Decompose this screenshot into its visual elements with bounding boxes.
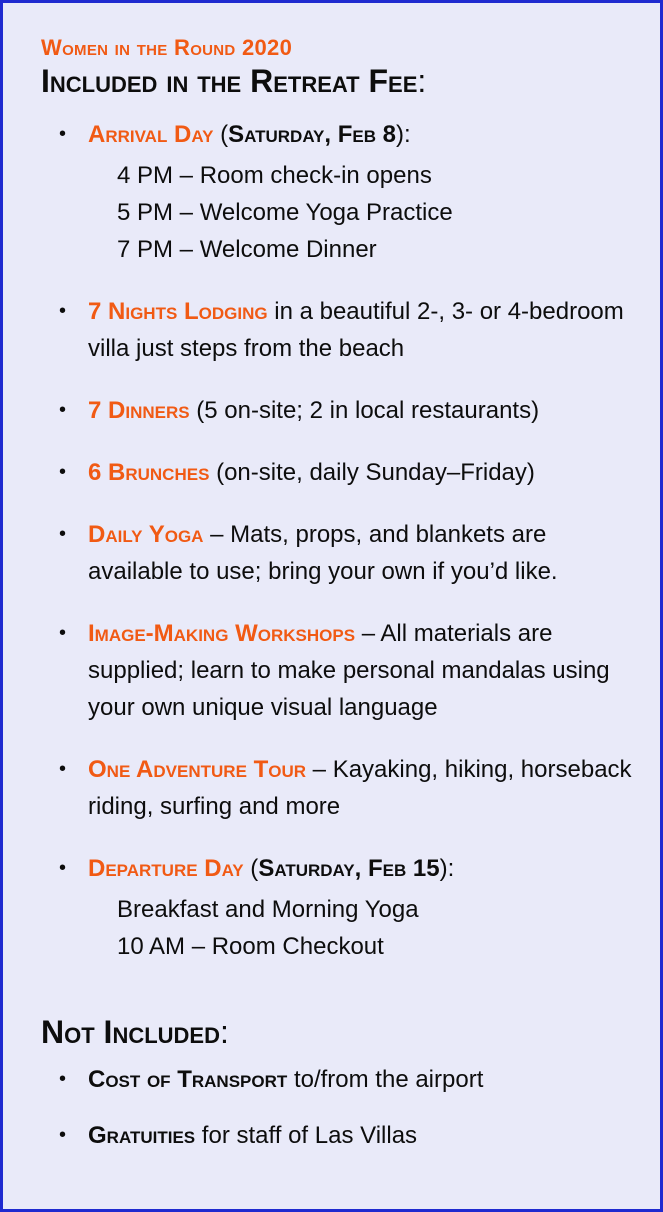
not-included-list [41,1061,641,1154]
bullet-icon: • [59,622,67,644]
not-included-heading-text: Not Included [41,1014,220,1050]
item-lead: Departure Day [88,855,244,882]
included-heading-text: Included in the Retreat Fee [41,63,418,99]
list-item-lodging [41,293,641,367]
item-lead: Cost of Transport [88,1066,288,1093]
item-paren-close: ): [439,855,455,882]
item-date: Saturday, Feb 8 [228,121,396,148]
item-text: to/from the airport [287,1066,484,1093]
item-lead: 7 Nights Lodging [88,298,268,325]
bullet-icon: • [59,1068,67,1090]
bullet-icon: • [59,399,67,421]
item-paren-close: ): [396,121,411,148]
arrival-schedule [88,157,641,268]
list-item-gratuities [41,1117,641,1154]
bullet-icon: • [59,857,67,879]
schedule-line: 10 AM – Room Checkout [117,933,384,960]
item-paren-open: ( [213,121,229,148]
item-text: for staff of Las Villas [195,1122,418,1149]
bullet-icon: • [59,461,67,483]
event-title: Women in the Round 2020 [41,35,293,60]
included-heading-colon: : [417,63,427,99]
bullet-icon: • [59,523,67,545]
not-included-heading-colon: : [220,1014,229,1050]
departure-schedule [88,891,641,965]
list-item-dinners [41,392,641,429]
schedule-line: 7 PM – Welcome Dinner [117,236,377,263]
list-item-arrival [41,116,641,268]
item-paren-open: ( [243,855,259,882]
bullet-icon: • [59,758,67,780]
bullet-icon: • [59,300,67,322]
item-lead: 7 Dinners [88,397,190,424]
not-included-heading [41,1013,641,1051]
item-lead: Arrival Day [88,121,214,148]
item-text: (on-site, daily Sunday–Friday) [209,459,535,486]
item-lead: One Adventure Tour [88,756,307,783]
list-item-departure [41,850,641,965]
item-lead: 6 Brunches [88,459,210,486]
item-lead: Gratuities [88,1122,196,1149]
item-lead: Image-Making Workshops [88,620,356,647]
flyer-content [41,35,641,1154]
list-item-brunches [41,454,641,491]
schedule-line: Breakfast and Morning Yoga [117,896,419,923]
list-item-transport [41,1061,641,1098]
item-lead: Daily Yoga [88,521,204,548]
list-item-adventure [41,751,641,825]
item-text: – All materials are supplied; learn to make personal mandalas using your own unique visual language [88,620,610,721]
item-text: (5 on-site; 2 in local restaurants) [189,397,540,424]
schedule-line: 5 PM – Welcome Yoga Practice [117,199,453,226]
item-date: Saturday, Feb 15 [258,855,440,882]
item-text: – Mats, props, and blankets are available to use; bring your own if you’d like. [88,521,558,585]
item-text: – Kayaking, hiking, horseback riding, surfing and more [88,756,632,820]
list-item-yoga [41,516,641,590]
bullet-icon: • [59,1124,67,1146]
schedule-line: 4 PM – Room check-in opens [117,162,432,189]
item-text: in a beautiful 2-, 3- or 4-bedroom villa just steps from the beach [88,298,624,362]
included-list [41,116,641,965]
list-item-workshops [41,615,641,726]
bullet-icon: • [59,123,67,145]
included-heading [41,62,641,100]
